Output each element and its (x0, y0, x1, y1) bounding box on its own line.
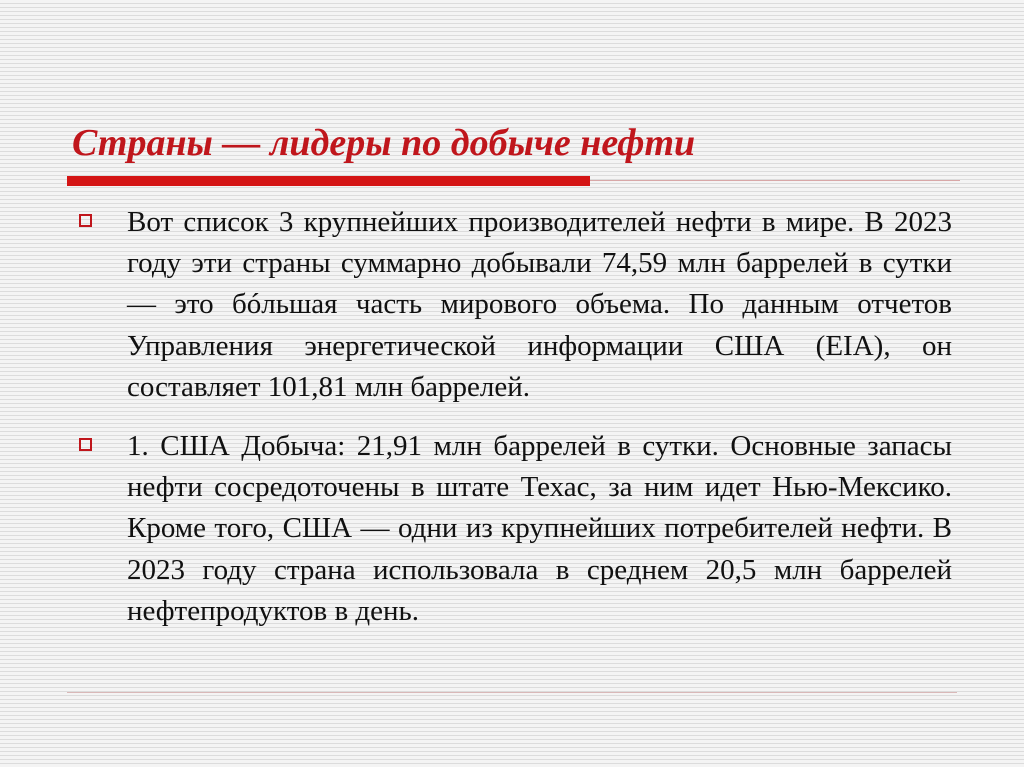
title-rule (590, 180, 960, 181)
slide-title: Страны — лидеры по добыче нефти (72, 122, 696, 164)
bullet-item (72, 426, 952, 632)
bottom-rule (67, 692, 957, 693)
hollow-square-bullet-icon (79, 214, 92, 227)
title-underline (67, 176, 590, 186)
bullet-text: Вот список 3 крупнейших производителей нефти в мире. В 2023 году эти страны суммарно добывали 74,59 млн баррелей в сутки — это бóльшая часть мирового объема. По данным отчетов Управления энергетической информации США (EIA), он составляет 101,81 млн баррелей. (127, 206, 952, 403)
bullet-item (72, 202, 952, 408)
bullet-list (72, 202, 952, 632)
bullet-text: 1. США Добыча: 21,91 млн баррелей в сутки. Основные запасы нефти сосредоточены в штате Техас, за ним идет Нью-Мексико. Кроме того, США — одни из крупнейших потребителей нефти. В 2023 году страна использовала в среднем 20,5 млн баррелей нефтепродуктов в день. (127, 430, 952, 627)
hollow-square-bullet-icon (79, 438, 92, 451)
